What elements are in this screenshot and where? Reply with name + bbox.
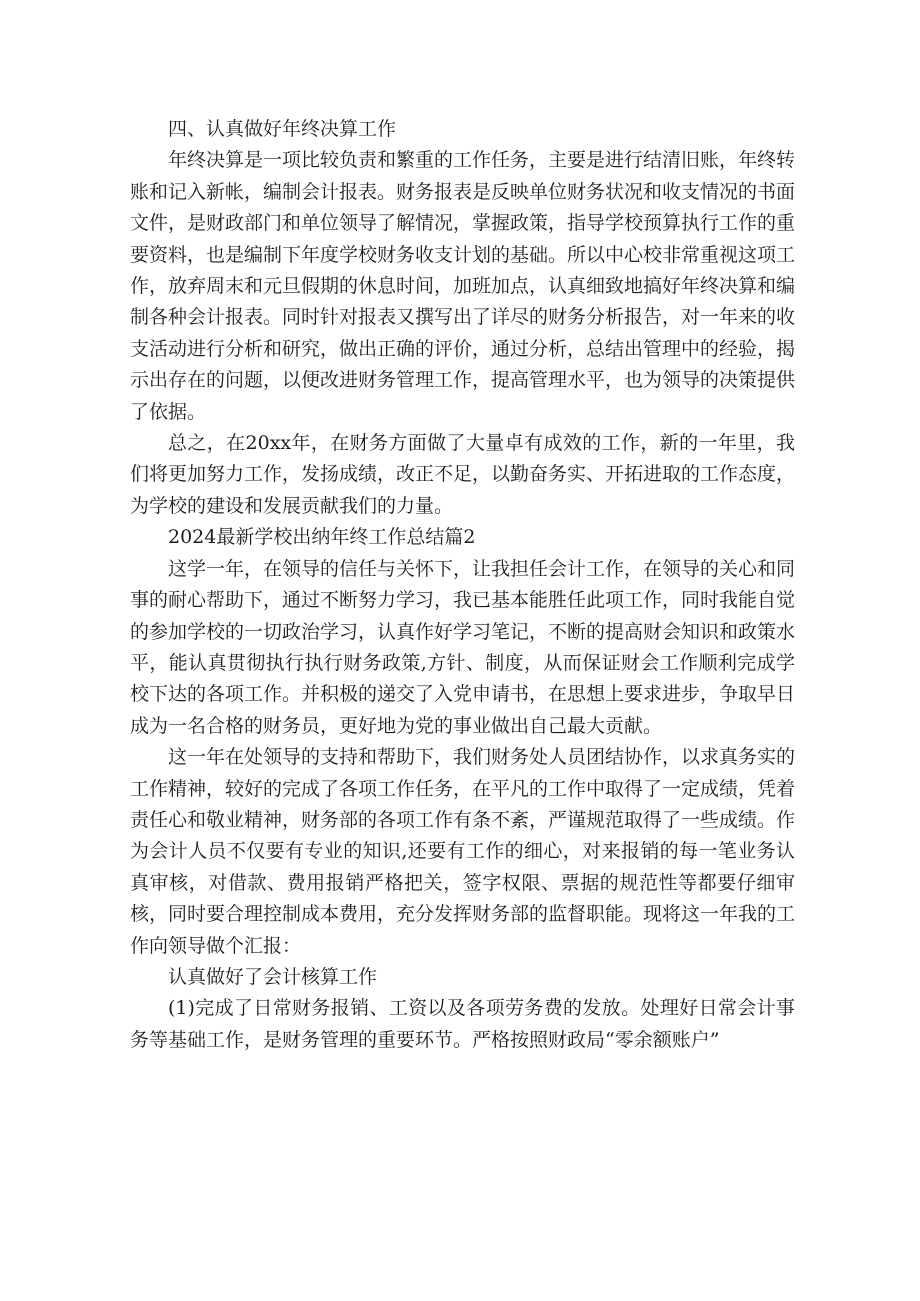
- paragraph: 这学一年，在领导的信任与关怀下，让我担任会计工作，在领导的关心和同事的耐心帮助下，通过不断努力学习，我已基本能胜任此项工作，同时我能自觉的参加学校的一切政治学习，认真作好学习笔记，不断的提高财会知识和政策水平，能认真贯彻执行执行财务政策,方针、制度，从而保证财会工作顺利完成学校下达的各项工作。并积极的递交了入党申请书，在思想上要求进步，争取早日成为一名合格的财务员，更好地为党的事业做出自己最大贡献。: [130, 557, 796, 737]
- paragraph: 总之，在20xx年，在财务方面做了大量卓有成效的工作，新的一年里，我们将更加努力工作，发扬成绩，改正不足，以勤奋务实、开拓进取的工作态度，为学校的建设和发展贡献我们的力量。: [130, 432, 796, 517]
- subsection-heading: 认真做好了会计核算工作: [168, 965, 378, 988]
- paragraph: 这一年在处领导的支持和帮助下，我们财务处人员团结协作，以求真务实的工作精神，较好的完成了各项工作任务，在平凡的工作中取得了一定成绩，凭着责任心和敬业精神，财务部的各项工作有条不紊，严谨规范取得了一些成绩。作为会计人员不仅要有专业的知识,还要有工作的细心，对来报销的每一笔业务认真审核，对借款、费用报销严格把关，签字权限、票据的规范性等都要仔细审核，同时要合理控制成本费用，充分发挥财务部的监督职能。现将这一年我的工作向领导做个汇报：: [130, 746, 796, 957]
- paragraph: 年终决算是一项比较负责和繁重的工作任务，主要是进行结清旧账，年终转账和记入新帐，编制会计报表。财务报表是反映单位财务状况和收支情况的书面文件，是财政部门和单位领导了解情况，掌握政策，指导学校预算执行工作的重要资料，也是编制下年度学校财务收支计划的基础。所以中心校非常重视这项工作，放弃周末和元旦假期的休息时间，加班加点，认真细致地搞好年终决算和编制各种会计报表。同时针对报表又撰写出了详尽的财务分析报告，对一年来的收支活动进行分析和研究，做出正确的评价，通过分析，总结出管理中的经验，揭示出存在的问题，以便改进财务管理工作，提高管理水平，也为领导的决策提供了依据。: [130, 149, 796, 423]
- paragraph: (1)完成了日常财务报销、工资以及各项劳务费的发放。处理好日常会计事务等基础工作，是财务管理的重要环节。严格按照财政局“零余额账户”: [130, 997, 795, 1051]
- article-title: 2024最新学校出纳年终工作总结篇2: [168, 526, 476, 549]
- section-heading: 四、认真做好年终决算工作: [168, 118, 397, 140]
- document-body: [130, 114, 795, 1056]
